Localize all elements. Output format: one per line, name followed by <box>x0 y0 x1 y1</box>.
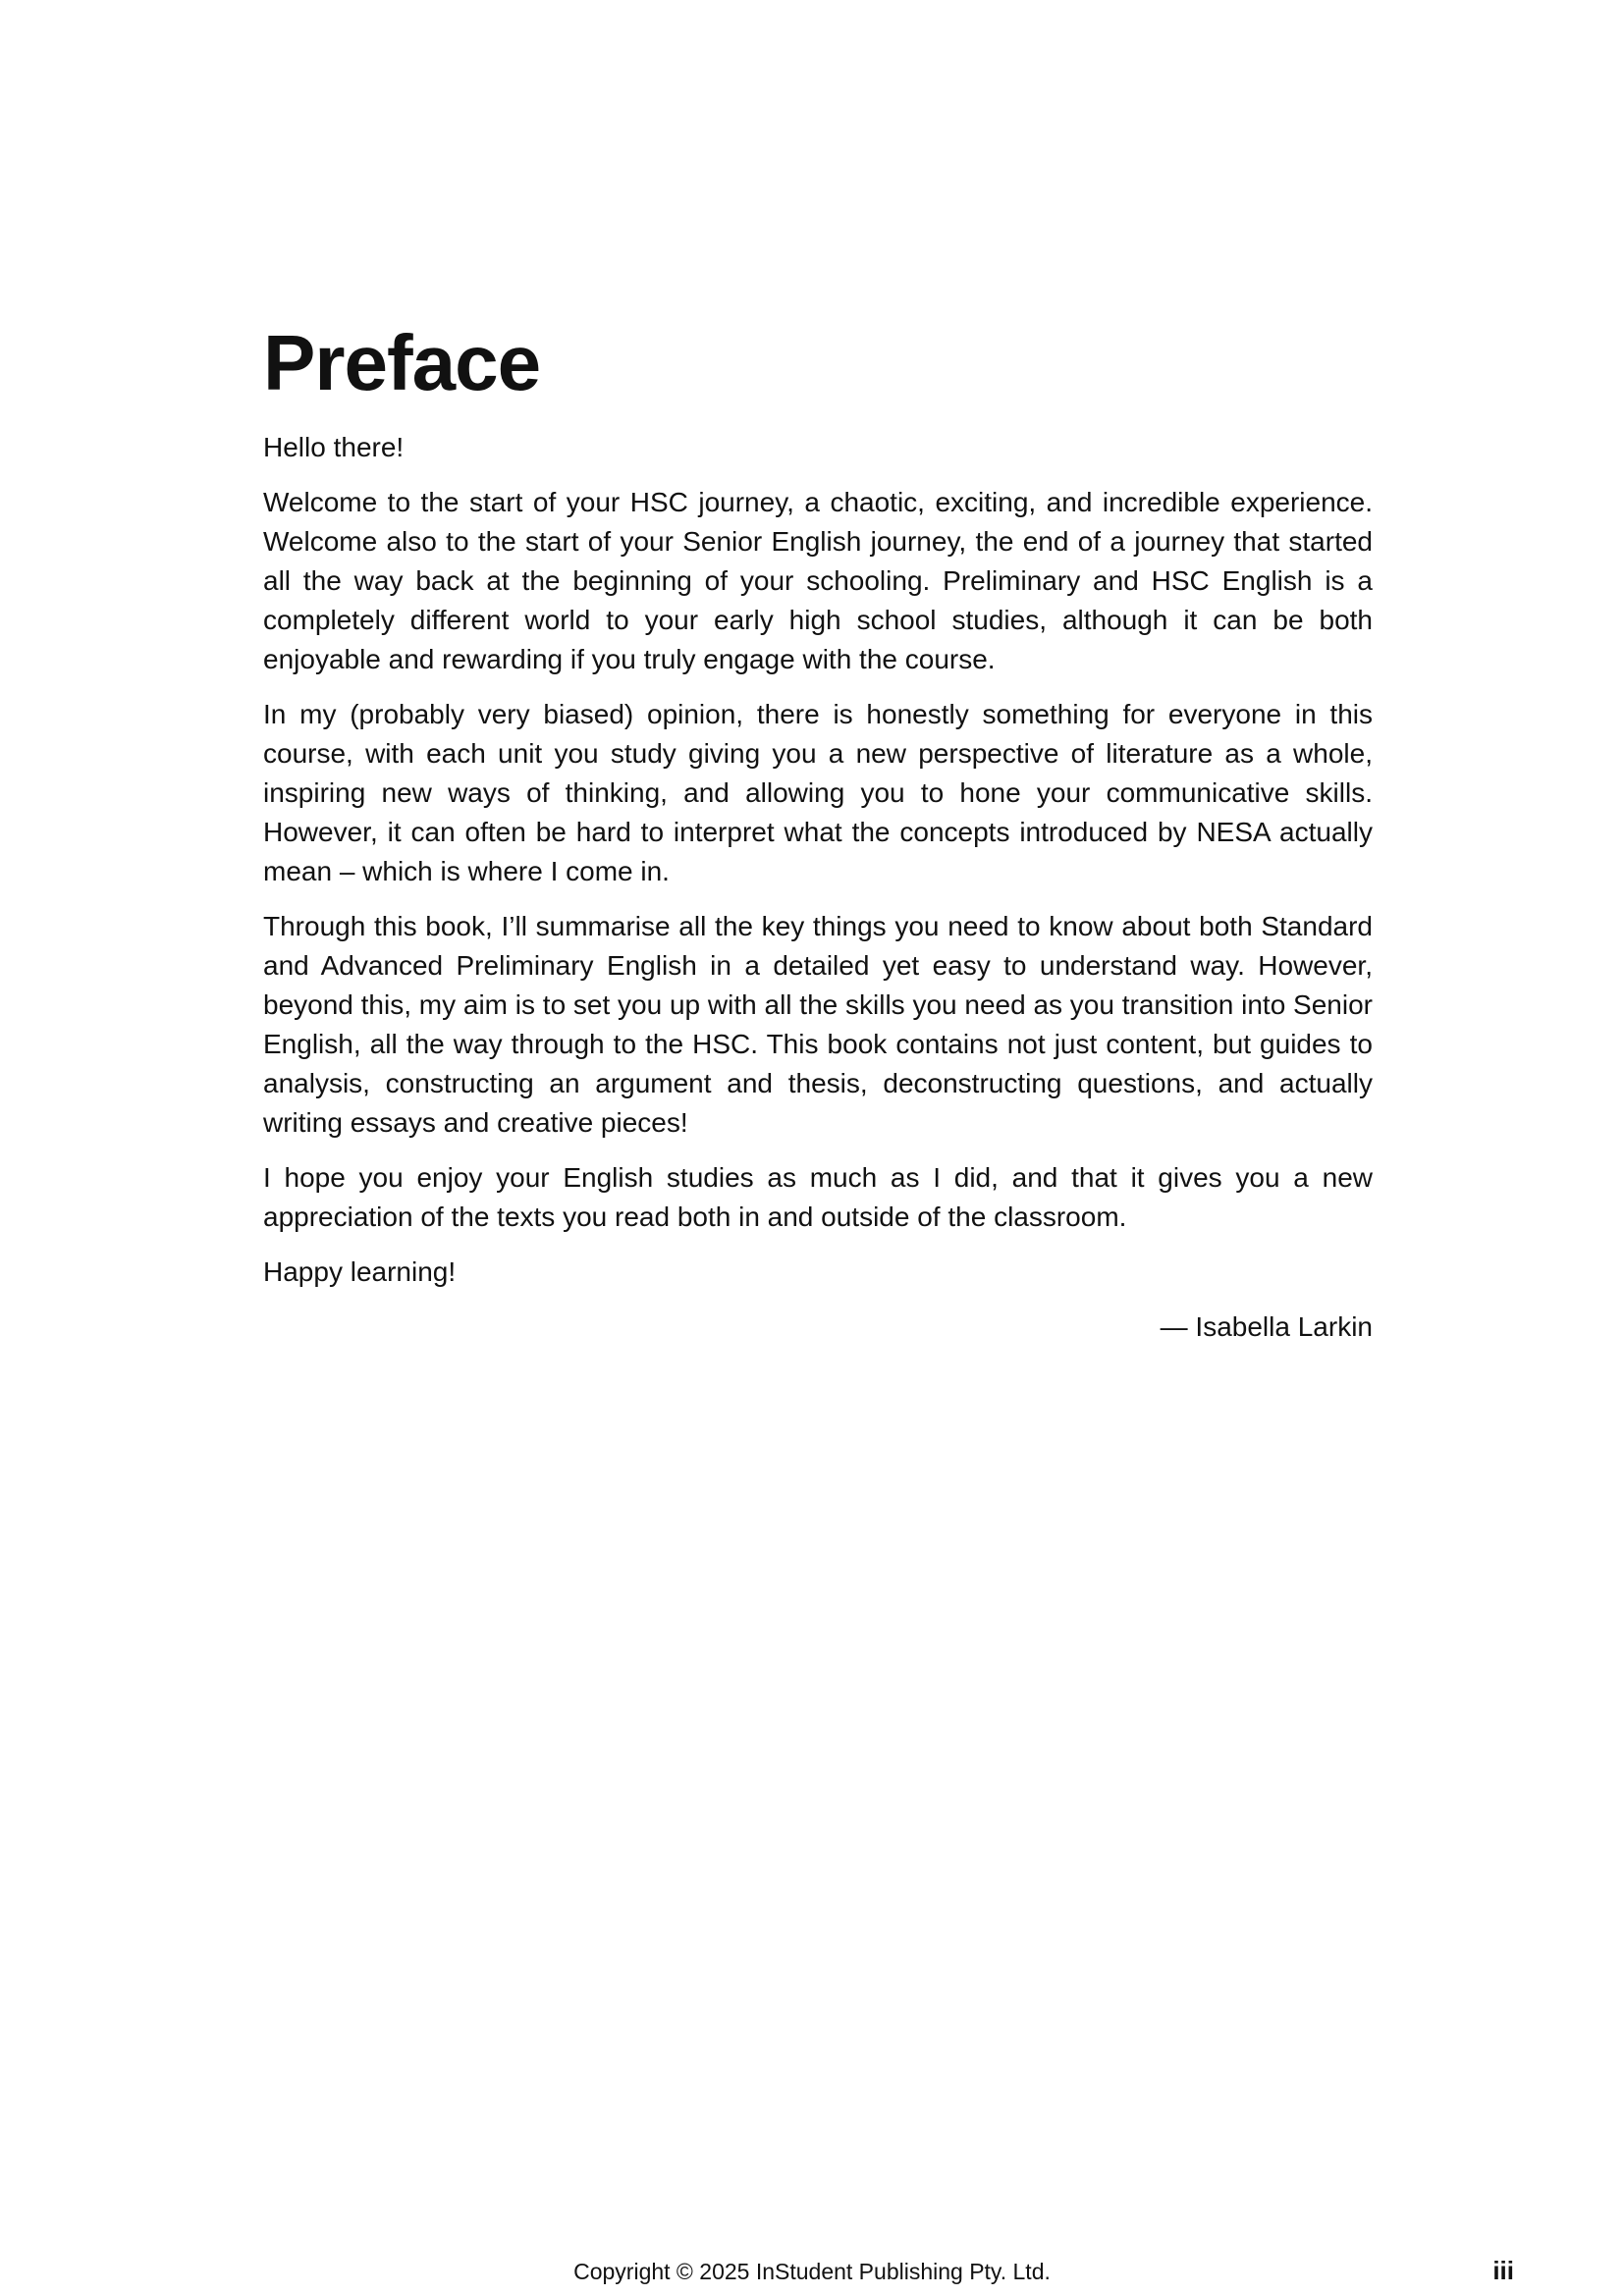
paragraph: Through this book, I’ll summarise all the key things you need to know about both Standard and Advanced Preliminary English in a detailed yet easy to understand way. However, beyond this, my aim is to set you up with all the skills you need as you transition into Senior English, all the way through to the HSC. This book contains not just content, but guides to analysis, constructing an argument and thesis, deconstructing questions, and actually writing essays and creative pieces! <box>263 911 1373 1138</box>
paragraph: Welcome to the start of your HSC journey, a chaotic, exciting, and incredible experience. Welcome also to the start of your Senior English journey, the end of a journey that started all the way back at the beginning of your schooling. Preliminary and HSC English is a completely different world to your early high school studies, although it can be both enjoyable and rewarding if you truly engage with the course. <box>263 487 1373 674</box>
page-title: Preface <box>263 319 541 406</box>
paragraph: I hope you enjoy your English studies as much as I did, and that it gives you a new appreciation of the texts you read both in and outside of the classroom. <box>263 1162 1373 1232</box>
page-number: iii <box>1492 2256 1514 2285</box>
footer-copyright: Copyright © 2025 InStudent Publishing Pty. Ltd. <box>573 2259 1051 2284</box>
page-content <box>263 319 1373 1347</box>
paragraph: In my (probably very biased) opinion, there is honestly something for everyone in this course, with each unit you study giving you a new perspective of literature as a whole, inspiring new ways of thinking, and allowing you to hone your communicative skills. However, it can often be hard to interpret what the concepts introduced by NESA actually mean – which is where I come in. <box>263 699 1373 886</box>
greeting: Hello there! <box>263 432 405 462</box>
author-signature: — Isabella Larkin <box>1160 1311 1373 1342</box>
closing-line: Happy learning! <box>263 1256 457 1287</box>
